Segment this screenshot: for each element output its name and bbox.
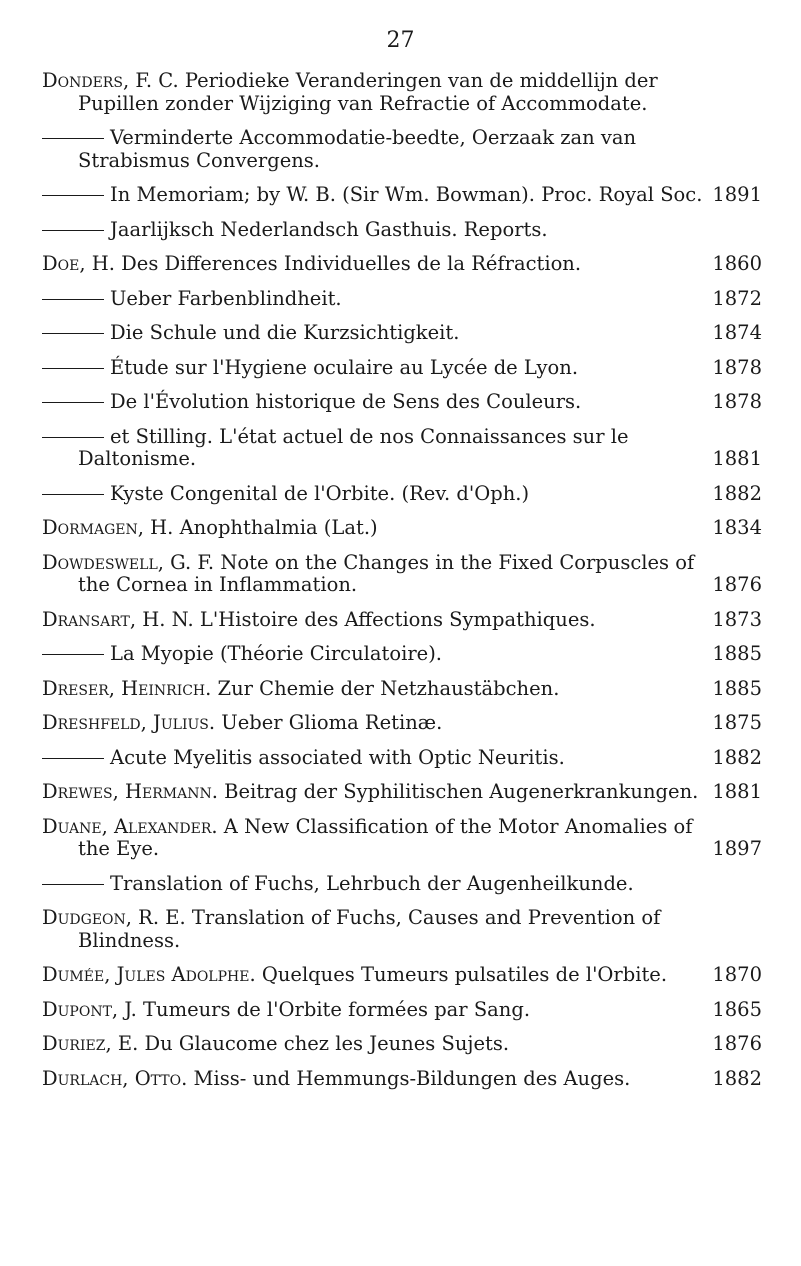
entry-title: Jaarlijksch Nederlandsch Gasthuis. Reports. — [110, 217, 548, 241]
list-item — [42, 907, 762, 952]
entry-author: Dreser, Heinrich. — [42, 676, 212, 700]
entry-author: Dowdeswell, G. F. — [42, 550, 215, 574]
ditto-dash — [42, 299, 104, 300]
list-item — [42, 781, 762, 804]
list-item — [42, 517, 762, 540]
list-item — [42, 70, 762, 115]
entry-author: Duane, Alexander. — [42, 814, 218, 838]
list-item — [42, 747, 762, 770]
page-number: 27 — [386, 28, 415, 53]
entry-title: De l'Évolution historique de Sens des Couleurs. — [110, 390, 582, 413]
list-item — [42, 678, 762, 701]
entry-year: 1891 — [712, 183, 762, 206]
entry-year: 1882 — [712, 481, 762, 505]
entry-title: Miss- und Hemmungs-Bildungen des Auges. — [193, 1066, 631, 1090]
list-item — [42, 873, 762, 896]
entry-title: Translation of Fuchs, Causes and Prevention of Blindness. — [78, 906, 661, 952]
entry-year: 1873 — [712, 607, 762, 631]
entry-year: 1881 — [712, 447, 762, 470]
entry-title: Verminderte Accommodatie-beedte, Oerzaak zan van Strabismus Convergens. — [78, 126, 637, 172]
list-item — [42, 816, 762, 861]
entry-author: Dransart, H. N. — [42, 607, 194, 631]
list-item — [42, 712, 762, 735]
entry-title: A New Classification of the Motor Anomalies of the Eye. — [78, 814, 693, 860]
ditto-dash — [42, 884, 104, 885]
entry-title: Des Differences Individuelles de la Réfraction. — [121, 252, 582, 275]
entry-year: 1860 — [712, 252, 762, 275]
entry-title: Ueber Farbenblindheit. — [110, 286, 342, 310]
entry-title: et Stilling. L'état actuel de nos Connaissances sur le Daltonisme. — [78, 424, 629, 470]
ditto-dash — [42, 654, 104, 655]
list-item — [42, 483, 762, 506]
entry-year: 1865 — [712, 997, 762, 1021]
entry-title: Quelques Tumeurs pulsatiles de l'Orbite. — [261, 963, 668, 986]
entry-title: Acute Myelitis associated with Optic Neuritis. — [110, 745, 565, 769]
ditto-dash — [42, 333, 104, 334]
list-item — [42, 322, 762, 345]
list-item — [42, 1068, 762, 1091]
entry-title: In Memoriam; by W. B. (Sir Wm. Bowman). Proc. Royal Soc. — [110, 183, 703, 206]
entry-title: Zur Chemie der Netzhaustäbchen. — [217, 676, 560, 700]
ditto-dash — [42, 758, 104, 759]
list-item — [42, 552, 762, 597]
entry-title: L'Histoire des Affections Sympathiques. — [199, 607, 596, 631]
entry-year: 1881 — [712, 780, 762, 803]
entry-year: 1885 — [712, 676, 762, 700]
entry-title: Die Schule und die Kurzsichtigkeit. — [110, 321, 460, 344]
entry-author: Dormagen, H. — [42, 516, 174, 539]
entry-author: Drewes, Hermann. — [42, 780, 218, 803]
entry-year: 1870 — [712, 963, 762, 986]
ditto-dash — [42, 437, 104, 438]
ditto-dash — [42, 494, 104, 495]
entry-author: Dumée, Jules Adolphe. — [42, 963, 256, 986]
list-item — [42, 288, 762, 311]
ditto-dash — [42, 195, 104, 196]
list-item — [42, 999, 762, 1022]
entry-author: Durlach, Otto. — [42, 1066, 188, 1090]
entry-author: Doe, H. — [42, 252, 115, 275]
entry-year: 1875 — [712, 711, 762, 734]
list-item — [42, 184, 762, 207]
entry-author: Dupont, J. — [42, 997, 137, 1021]
entry-author: Dudgeon, R. E. — [42, 906, 186, 929]
list-item — [42, 964, 762, 987]
list-item — [42, 253, 762, 276]
ditto-dash — [42, 402, 104, 403]
list-item — [42, 643, 762, 666]
entry-title: Translation of Fuchs, Lehrbuch der Augenheilkunde. — [110, 871, 634, 895]
entry-year: 1872 — [712, 286, 762, 310]
entry-year: 1897 — [712, 837, 762, 860]
bibliography-list — [42, 70, 762, 1102]
list-item — [42, 426, 762, 471]
ditto-dash — [42, 368, 104, 369]
entry-title: Tumeurs de l'Orbite formées par Sang. — [143, 997, 531, 1021]
ditto-dash — [42, 138, 104, 139]
entry-title: Kyste Congenital de l'Orbite. (Rev. d'Oph.) — [110, 481, 530, 505]
entry-title: Étude sur l'Hygiene oculaire au Lycée de Lyon. — [110, 355, 579, 379]
entry-author: Duriez, E. — [42, 1032, 139, 1055]
entry-title: Note on the Changes in the Fixed Corpuscles of the Cornea in Inflammation. — [78, 550, 695, 596]
entry-title: Anophthalmia (Lat.) — [179, 516, 378, 539]
entry-year: 1876 — [712, 1032, 762, 1055]
entry-year: 1878 — [712, 355, 762, 379]
ditto-dash — [42, 230, 104, 231]
entry-year: 1876 — [712, 573, 762, 596]
entry-author: Donders, F. C. — [42, 69, 179, 92]
entry-title: La Myopie (Théorie Circulatoire). — [110, 642, 443, 665]
entry-title: Periodieke Veranderingen van de middellijn der Pupillen zonder Wijziging van Refractie of Accommodate. — [78, 69, 658, 115]
entry-year: 1878 — [712, 390, 762, 413]
list-item — [42, 391, 762, 414]
entry-title: Ueber Glioma Retinæ. — [221, 711, 443, 734]
entry-year: 1885 — [712, 642, 762, 665]
list-item — [42, 219, 762, 242]
entry-title: Beitrag der Syphilitischen Augenerkrankungen. — [224, 780, 699, 803]
list-item — [42, 1033, 762, 1056]
entry-year: 1882 — [712, 1066, 762, 1090]
entry-author: Dreshfeld, Julius. — [42, 711, 216, 734]
entry-year: 1874 — [712, 321, 762, 344]
list-item — [42, 127, 762, 172]
list-item — [42, 357, 762, 380]
list-item — [42, 609, 762, 632]
entry-year: 1882 — [712, 745, 762, 769]
entry-title: Du Glaucome chez les Jeunes Sujets. — [144, 1032, 510, 1055]
entry-year: 1834 — [712, 516, 762, 539]
